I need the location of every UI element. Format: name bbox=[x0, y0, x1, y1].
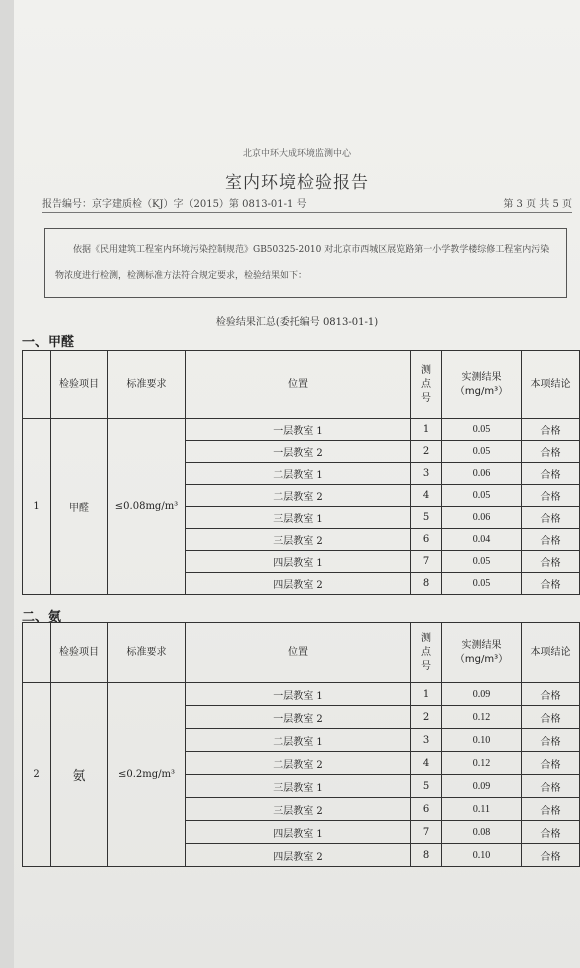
value-cell: 0.05 bbox=[442, 485, 522, 507]
conclusion-cell: 合格 bbox=[522, 463, 580, 485]
col-result: 实测结果（mg/m³） bbox=[442, 351, 522, 419]
conclusion-cell: 合格 bbox=[522, 551, 580, 573]
point-cell: 6 bbox=[411, 798, 442, 821]
col-point: 测点号 bbox=[411, 351, 442, 419]
location-cell: 二层教室 1 bbox=[186, 729, 411, 752]
value-cell: 0.10 bbox=[442, 729, 522, 752]
section-formaldehyde-title: 一、甲醛 bbox=[22, 335, 75, 350]
point-cell: 4 bbox=[411, 485, 442, 507]
section-ammonia-title: 二、氨 bbox=[22, 610, 62, 625]
col-conclusion: 本项结论 bbox=[522, 351, 580, 419]
location-cell: 四层教室 1 bbox=[186, 551, 411, 573]
point-cell: 1 bbox=[411, 683, 442, 706]
value-cell: 0.12 bbox=[442, 706, 522, 729]
location-cell: 二层教室 2 bbox=[186, 485, 411, 507]
location-cell: 四层教室 2 bbox=[186, 844, 411, 867]
value-cell: 0.06 bbox=[442, 463, 522, 485]
col-location: 位置 bbox=[186, 351, 411, 419]
point-cell: 2 bbox=[411, 441, 442, 463]
conclusion-cell: 合格 bbox=[522, 775, 580, 798]
point-cell: 8 bbox=[411, 844, 442, 867]
conclusion-cell: 合格 bbox=[522, 573, 580, 595]
value-cell: 0.05 bbox=[442, 573, 522, 595]
point-cell: 7 bbox=[411, 551, 442, 573]
page-info: 第 3 页 共 5 页 bbox=[503, 199, 572, 210]
value-cell: 0.05 bbox=[442, 551, 522, 573]
table-header-row bbox=[23, 623, 580, 683]
row-number: 2 bbox=[23, 683, 51, 867]
standard-limit: ≤0.2mg/m³ bbox=[108, 683, 186, 867]
value-cell: 0.09 bbox=[442, 775, 522, 798]
location-cell: 三层教室 2 bbox=[186, 798, 411, 821]
value-cell: 0.04 bbox=[442, 529, 522, 551]
conclusion-cell: 合格 bbox=[522, 798, 580, 821]
col-point: 测点号 bbox=[411, 623, 442, 683]
formaldehyde-table bbox=[22, 350, 580, 595]
col-location: 位置 bbox=[186, 623, 411, 683]
col-item: 检验项目 bbox=[51, 623, 108, 683]
item-name: 氨 bbox=[51, 683, 108, 867]
table-row bbox=[23, 419, 580, 441]
point-cell: 5 bbox=[411, 507, 442, 529]
value-cell: 0.09 bbox=[442, 683, 522, 706]
conclusion-cell: 合格 bbox=[522, 844, 580, 867]
conclusion-cell: 合格 bbox=[522, 507, 580, 529]
table-row bbox=[23, 683, 580, 706]
conclusion-cell: 合格 bbox=[522, 729, 580, 752]
conclusion-cell: 合格 bbox=[522, 706, 580, 729]
point-cell: 4 bbox=[411, 752, 442, 775]
col-no bbox=[23, 351, 51, 419]
location-cell: 二层教室 2 bbox=[186, 752, 411, 775]
conclusion-cell: 合格 bbox=[522, 441, 580, 463]
basis-statement: 依据《民用建筑工程室内环境污染控制规范》GB50325-2010 对北京市西城区展览路第一小学教学楼综修工程室内污染物浓度进行检测，检测标准方法符合规定要求，检验结果如下： bbox=[44, 228, 567, 298]
table-header-row bbox=[23, 351, 580, 419]
conclusion-cell: 合格 bbox=[522, 752, 580, 775]
conclusion-cell: 合格 bbox=[522, 529, 580, 551]
point-cell: 5 bbox=[411, 775, 442, 798]
location-cell: 一层教室 1 bbox=[186, 683, 411, 706]
location-cell: 三层教室 2 bbox=[186, 529, 411, 551]
report-number: 报告编号：京字建质检（KJ）字（2015）第 0813-01-1 号 bbox=[42, 199, 307, 210]
location-cell: 一层教室 2 bbox=[186, 706, 411, 729]
report-title: 室内环境检验报告 bbox=[225, 173, 369, 193]
value-cell: 0.06 bbox=[442, 507, 522, 529]
location-cell: 三层教室 1 bbox=[186, 507, 411, 529]
standard-limit: ≤0.08mg/m³ bbox=[108, 419, 186, 595]
value-cell: 0.08 bbox=[442, 821, 522, 844]
report-number-line bbox=[42, 195, 572, 213]
location-cell: 四层教室 2 bbox=[186, 573, 411, 595]
point-cell: 2 bbox=[411, 706, 442, 729]
col-standard: 标准要求 bbox=[108, 623, 186, 683]
location-cell: 三层教室 1 bbox=[186, 775, 411, 798]
point-cell: 8 bbox=[411, 573, 442, 595]
item-name: 甲醛 bbox=[51, 419, 108, 595]
col-conclusion: 本项结论 bbox=[522, 623, 580, 683]
col-item: 检验项目 bbox=[51, 351, 108, 419]
org-name: 北京中环大成环境监测中心 bbox=[242, 149, 351, 159]
point-cell: 3 bbox=[411, 729, 442, 752]
ammonia-table bbox=[22, 622, 580, 867]
conclusion-cell: 合格 bbox=[522, 821, 580, 844]
value-cell: 0.05 bbox=[442, 441, 522, 463]
location-cell: 二层教室 1 bbox=[186, 463, 411, 485]
conclusion-cell: 合格 bbox=[522, 419, 580, 441]
value-cell: 0.10 bbox=[442, 844, 522, 867]
col-standard: 标准要求 bbox=[108, 351, 186, 419]
value-cell: 0.12 bbox=[442, 752, 522, 775]
location-cell: 一层教室 2 bbox=[186, 441, 411, 463]
point-cell: 6 bbox=[411, 529, 442, 551]
value-cell: 0.05 bbox=[442, 419, 522, 441]
summary-title: 检验结果汇总(委托编号 0813-01-1) bbox=[215, 317, 379, 328]
point-cell: 7 bbox=[411, 821, 442, 844]
col-result: 实测结果（mg/m³） bbox=[442, 623, 522, 683]
col-no bbox=[23, 623, 51, 683]
point-cell: 3 bbox=[411, 463, 442, 485]
location-cell: 四层教室 1 bbox=[186, 821, 411, 844]
point-cell: 1 bbox=[411, 419, 442, 441]
row-number: 1 bbox=[23, 419, 51, 595]
conclusion-cell: 合格 bbox=[522, 683, 580, 706]
location-cell: 一层教室 1 bbox=[186, 419, 411, 441]
value-cell: 0.11 bbox=[442, 798, 522, 821]
conclusion-cell: 合格 bbox=[522, 485, 580, 507]
